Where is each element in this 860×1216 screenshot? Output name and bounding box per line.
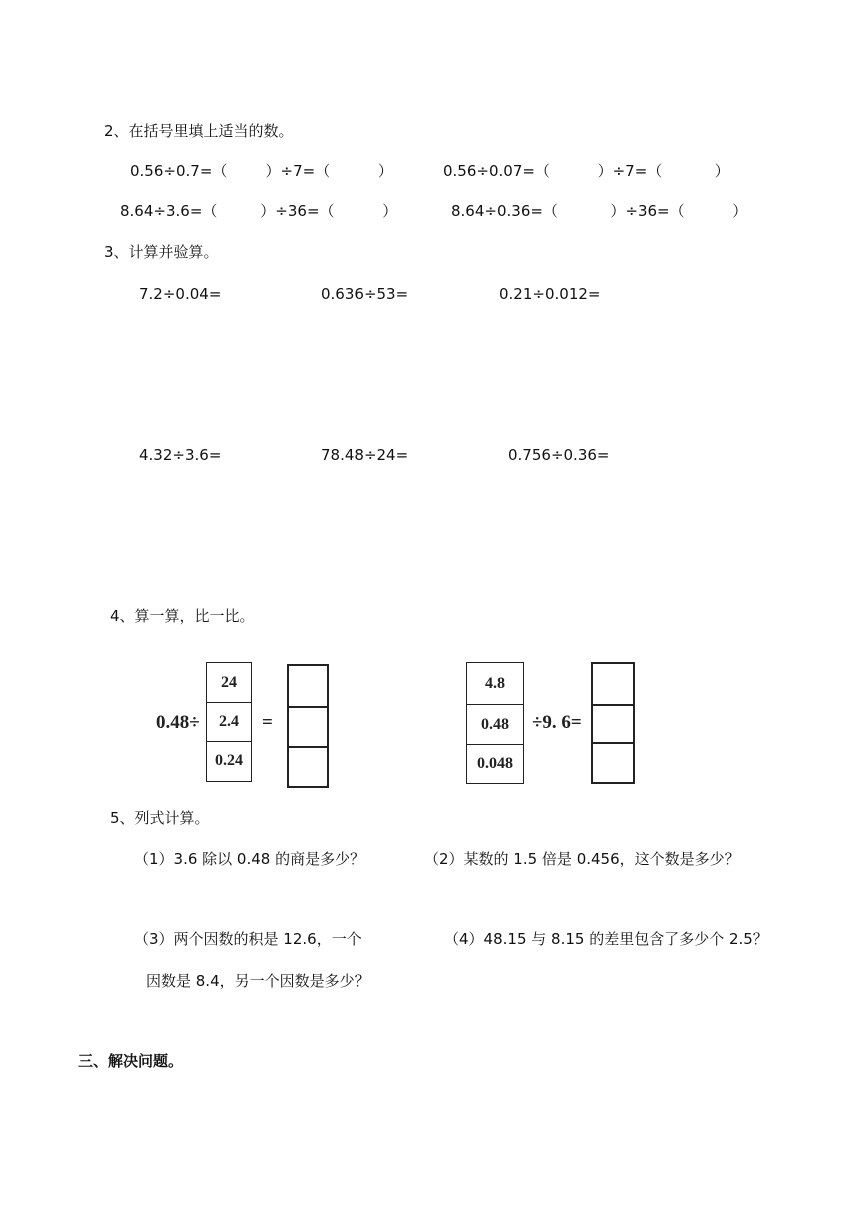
q5-title: 5、列式计算。 — [110, 809, 210, 827]
q5-part-3-line-1: （3）两个因数的积是 12.6，一个 — [134, 930, 362, 948]
q4-right-value-2: 0.48 — [467, 705, 523, 745]
q4-right-value-1: 4.8 — [467, 663, 523, 705]
q3-item-2: 0.636÷53= — [321, 285, 409, 303]
q4-right-answer-box[interactable] — [591, 662, 635, 784]
q2-row1-left: 0.56÷0.7=（ ）÷7=（ ） — [130, 162, 393, 180]
q4-left-prefix: 0.48÷ — [156, 712, 200, 733]
q4-right-answer-1[interactable] — [593, 664, 633, 706]
q4-left-values-box — [206, 662, 252, 782]
q2-row2-left: 8.64÷3.6=（ ）÷36=（ ） — [120, 202, 398, 220]
q4-left-equals: = — [262, 712, 273, 733]
q4-title: 4、算一算，比一比。 — [110, 607, 255, 625]
q4-left-answer-3[interactable] — [289, 748, 327, 786]
section-3-title: 三、解决问题。 — [78, 1052, 184, 1070]
q4-left-answer-box[interactable] — [287, 664, 329, 788]
q3-item-1: 7.2÷0.04= — [139, 285, 222, 303]
q5-part-3-line-2: 因数是 8.4，另一个因数是多少？ — [146, 972, 370, 990]
q4-left-answer-2[interactable] — [289, 708, 327, 748]
q3-title: 3、计算并验算。 — [104, 243, 219, 261]
q4-left-value-1: 24 — [207, 663, 251, 703]
q5-part-4: （4）48.15 与 8.15 的差里包含了多少个 2.5？ — [444, 930, 768, 948]
q2-row1-right: 0.56÷0.07=（ ）÷7=（ ） — [443, 162, 730, 180]
q4-right-value-3: 0.048 — [477, 754, 513, 772]
q3-item-5: 78.48÷24= — [321, 446, 409, 464]
q3-item-3: 0.21÷0.012= — [499, 285, 601, 303]
q4-right-suffix: ÷9. 6= — [532, 712, 582, 733]
q5-part-2: （2）某数的 1.5 倍是 0.456，这个数是多少？ — [424, 850, 740, 868]
q4-left-answer-1[interactable] — [289, 666, 327, 708]
q3-item-4: 4.32÷3.6= — [139, 446, 222, 464]
q4-left-value-3: 0.24 — [215, 752, 243, 769]
q2-row2-right: 8.64÷0.36=（ ）÷36=（ ） — [451, 202, 748, 220]
q3-item-6: 0.756÷0.36= — [508, 446, 610, 464]
q2-title: 2、在括号里填上适当的数。 — [104, 122, 294, 140]
q4-right-answer-3[interactable] — [593, 744, 633, 782]
q4-right-answer-2[interactable] — [593, 706, 633, 744]
q5-part-1: （1）3.6 除以 0.48 的商是多少？ — [134, 850, 366, 868]
q4-left-value-2: 2.4 — [207, 703, 251, 742]
q4-right-values-box — [466, 662, 524, 784]
